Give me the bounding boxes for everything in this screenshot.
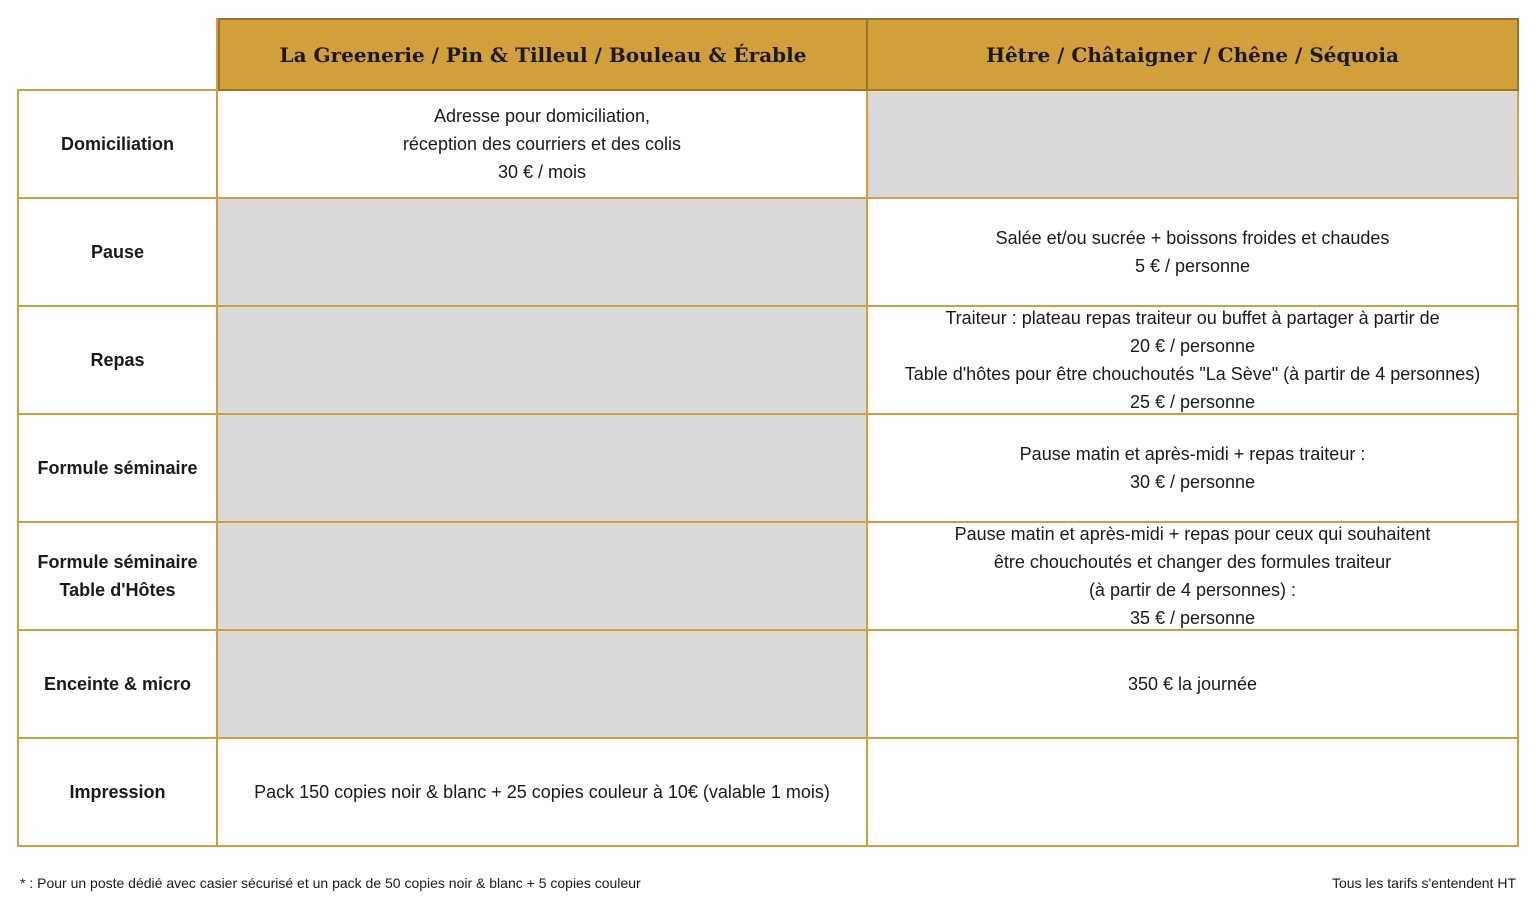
cell-line: Pause matin et après-midi + repas pour ceux qui souhaitent	[954, 524, 1431, 544]
row-header-label: Impression	[69, 782, 166, 802]
row-header-label: Pause	[90, 242, 145, 262]
cell-line: 25 € / personne	[1129, 392, 1256, 412]
cell-line: Table d'hôtes pour être chouchoutés "La Sève" (à partir de 4 personnes)	[904, 364, 1481, 384]
impression-hetre-cell	[868, 739, 1519, 847]
cell-line: Salée et/ou sucrée + boissons froides et chaudes	[995, 228, 1390, 248]
pause-hetre-cell	[868, 199, 1519, 307]
formule-table-hotes-greenerie-cell	[218, 523, 868, 631]
footer-note: * : Pour un poste dédié avec casier sécurisé et un pack de 50 copies noir & blanc + 5 copies couleur	[20, 875, 641, 891]
column-header-greenerie: La Greenerie / Pin & Tilleul / Bouleau & Érable	[218, 18, 868, 91]
footer-tax-note: Tous les tarifs s'entendent HT	[1332, 875, 1516, 891]
cell-line: 30 € / mois	[497, 162, 587, 182]
row-header-domiciliation	[17, 91, 218, 199]
domiciliation-greenerie-cell	[218, 91, 868, 199]
pricing-table	[17, 18, 1519, 847]
row-header-formule-seminaire	[17, 415, 218, 523]
impression-greenerie-cell	[218, 739, 868, 847]
cell-line: 35 € / personne	[1129, 608, 1256, 628]
cell-line: 20 € / personne	[1129, 336, 1256, 356]
cell-line: Traiteur : plateau repas traiteur ou buffet à partager à partir de	[945, 308, 1440, 328]
row-header-enceinte-micro	[17, 631, 218, 739]
cell-line: Pause matin et après-midi + repas traiteur :	[1019, 444, 1366, 464]
row-header-pause	[17, 199, 218, 307]
row-header-label: Enceinte & micro	[43, 674, 192, 694]
column-header-hetre: Hêtre / Châtaigner / Chêne / Séquoia	[868, 18, 1519, 91]
row-header-label: Table d'Hôtes	[59, 580, 176, 600]
repas-hetre-cell	[868, 307, 1519, 415]
table-corner	[17, 18, 218, 91]
row-header-repas	[17, 307, 218, 415]
domiciliation-hetre-cell	[868, 91, 1519, 199]
cell-line: Pack 150 copies noir & blanc + 25 copies couleur à 10€ (valable 1 mois)	[254, 782, 830, 802]
row-header-formule-table-hotes	[17, 523, 218, 631]
pause-greenerie-cell	[218, 199, 868, 307]
cell-line: (à partir de 4 personnes) :	[1088, 580, 1297, 600]
formule-seminaire-greenerie-cell	[218, 415, 868, 523]
cell-line: 30 € / personne	[1129, 472, 1256, 492]
cell-line: Adresse pour domiciliation,	[433, 106, 651, 126]
enceinte-micro-greenerie-cell	[218, 631, 868, 739]
row-header-label: Repas	[90, 350, 145, 370]
row-header-label: Formule séminaire	[37, 552, 198, 572]
cell-line: être chouchoutés et changer des formules traiteur	[993, 552, 1392, 572]
formule-seminaire-hetre-cell	[868, 415, 1519, 523]
row-header-label: Formule séminaire	[37, 458, 198, 478]
enceinte-micro-hetre-cell	[868, 631, 1519, 739]
repas-greenerie-cell	[218, 307, 868, 415]
cell-line: 350 € la journée	[1127, 674, 1258, 694]
row-header-label: Domiciliation	[60, 134, 174, 154]
cell-line: réception des courriers et des colis	[402, 134, 682, 154]
row-header-impression	[17, 739, 218, 847]
formule-table-hotes-hetre-cell	[868, 523, 1519, 631]
cell-line: 5 € / personne	[1134, 256, 1251, 276]
